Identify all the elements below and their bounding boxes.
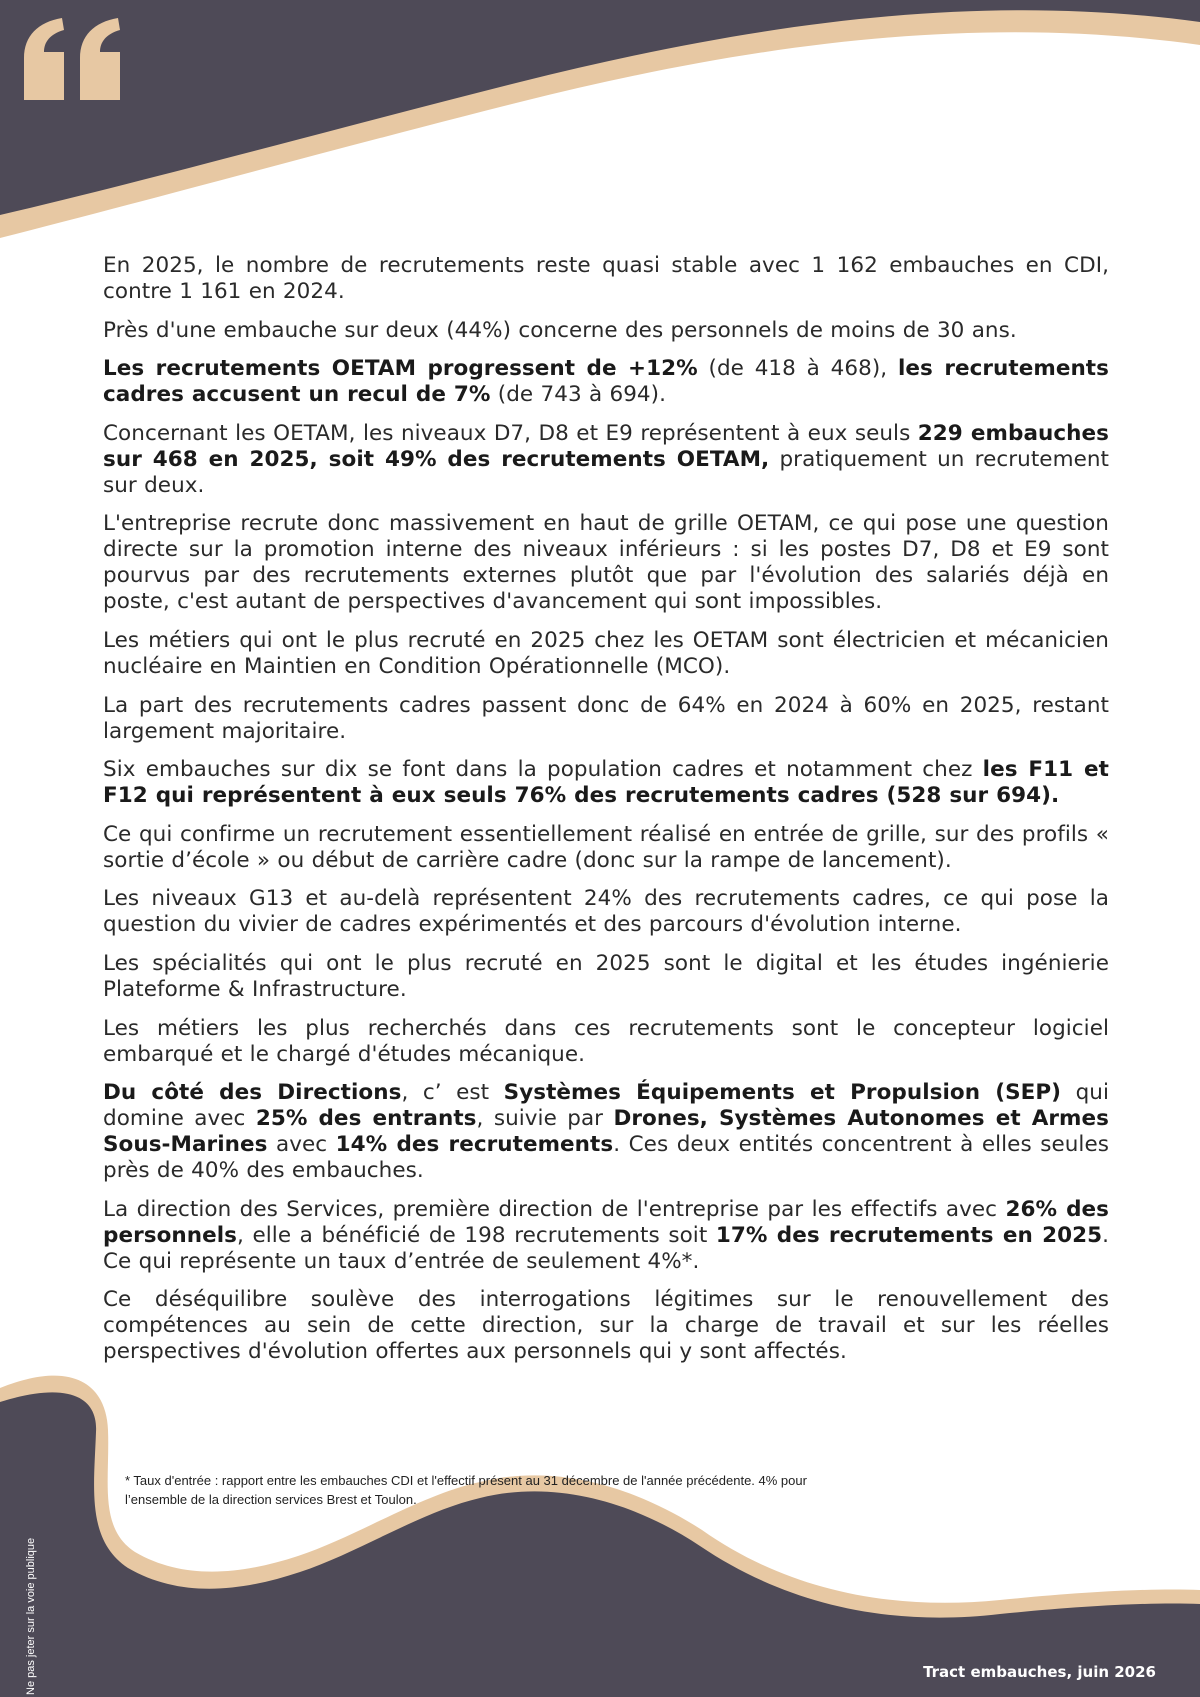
bold-text: 17% des recrutements en 2025 (715, 1222, 1103, 1248)
article-body (103, 253, 1109, 1378)
text: , elle a bénéficié de 198 recrutements soit (237, 1222, 716, 1248)
text: . Ces deux entités concentrent à elles seules près de 40% des embauches. (103, 1132, 1109, 1184)
text: Les métiers les plus recherchés dans ces recrutements sont le concepteur logiciel embarqué et le chargé d'études mécanique. (103, 1015, 1109, 1067)
text: En 2025, le nombre de recrutements reste quasi stable avec 1 162 embauches en CDI, contre 1 161 en 2024. (103, 253, 1109, 304)
bold-text: 14% des recrutements (335, 1132, 614, 1158)
bottom-dark-wave (0, 1387, 1200, 1697)
bold-text: les F11 et F12 qui représentent à eux seuls 76% des recrutements cadres (528 sur 694). (103, 757, 1109, 809)
text: . Ce qui représente un taux d’entrée de seulement 4%*. (103, 1222, 1109, 1274)
text: avec (267, 1132, 336, 1158)
footer-title: Tract embauches, juin 2026 (923, 1663, 1156, 1681)
bold-text: 25% des entrants (255, 1106, 477, 1132)
paragraph-6 (103, 628, 1109, 680)
paragraph-8 (103, 757, 1109, 809)
bold-text: Systèmes Équipements et Propulsion (SEP) (503, 1080, 1062, 1106)
bold-text: les recrutements cadres accusent un recul de 7% (103, 356, 1109, 408)
text: Six embauches sur dix se font dans la population cadres et notamment chez (103, 757, 983, 783)
text: Ce qui confirme un recrutement essentiellement réalisé en entrée de grille, sur des profils « sortie d’école » ou début de carrière cadre (donc sur la rampe de lancement). (103, 821, 1109, 873)
text: Les métiers qui ont le plus recruté en 2025 chez les OETAM sont électricien et mécanicien nucléaire en Maintien en Condition Opérationnelle (MCO). (103, 627, 1109, 679)
paragraph-14 (103, 1197, 1109, 1275)
paragraph-11 (103, 951, 1109, 1003)
text: (de 418 à 468), (697, 356, 898, 382)
text: (de 743 à 694). (490, 382, 666, 408)
paragraph-7 (103, 693, 1109, 745)
bold-text: Drones, Systèmes Autonomes et Armes Sous-Marines (103, 1106, 1109, 1158)
paragraph-13 (103, 1080, 1109, 1184)
bold-text: Les recrutements OETAM progressent de +12% (103, 356, 698, 382)
text: Les niveaux G13 et au-delà représentent 24% des recrutements cadres, ce qui pose la question du vivier de cadres expérimentés et des parcours d'évolution interne. (103, 886, 1109, 938)
paragraph-1 (103, 253, 1109, 305)
footnote (125, 1471, 925, 1509)
text: La direction des Services, première direction de l'entreprise par les effectifs avec (103, 1196, 1006, 1222)
bold-text: 26% des personnels (103, 1196, 1109, 1248)
paragraph-2 (103, 318, 1109, 344)
paragraph-12 (103, 1016, 1109, 1068)
text: pratiquement un recrutement sur deux. (103, 446, 1109, 498)
top-dark-wave (0, 0, 1200, 228)
text: La part des recrutements cadres passent donc de 64% en 2024 à 60% en 2025, restant largement majoritaire. (103, 692, 1109, 744)
paragraph-15 (103, 1287, 1109, 1365)
bold-text: Du côté des Directions (103, 1080, 402, 1106)
text: L'entreprise recrute donc massivement en haut de grille OETAM, ce qui pose une question directe sur la promotion interne des niveaux inférieurs : si les postes D7, D8 et E9 sont pourvus par des recrutements externes plutôt que par l'évolution des salariés déjà en poste, c'est autant de perspectives d'avancement qui sont impossibles. (103, 511, 1109, 615)
bold-text: 229 embauches sur 468 en 2025, soit 49% des recrutements OETAM, (103, 420, 1109, 472)
paragraph-3 (103, 356, 1109, 408)
text: Près d'une embauche sur deux (44%) concerne des personnels de moins de 30 ans. (103, 317, 1017, 343)
paragraph-10 (103, 886, 1109, 938)
paragraph-9 (103, 822, 1109, 874)
paragraph-4 (103, 421, 1109, 499)
footnote-line-2: l’ensemble de la direction services Brest et Toulon. (125, 1492, 417, 1507)
side-note: Ne pas jeter sur la voie publique (25, 1537, 37, 1695)
text: Concernant les OETAM, les niveaux D7, D8 et E9 représentent à eux seuls (103, 420, 918, 446)
paragraph-5 (103, 511, 1109, 615)
text: Ce déséquilibre soulève des interrogations légitimes sur le renouvellement des compétences au sein de cette direction, sur la charge de travail et sur les réelles perspectives d'évolution offertes aux personnels qui y sont affectés. (103, 1287, 1109, 1365)
footnote-line-1: * Taux d'entrée : rapport entre les embauches CDI et l'effectif présent au 31 décembre de l'année précédente. 4% pour (125, 1473, 807, 1488)
text: Les spécialités qui ont le plus recruté en 2025 sont le digital et les études ingénierie Plateforme & Infrastructure. (103, 950, 1109, 1002)
quote-mark-icon (20, 18, 124, 102)
text: , c’ est (401, 1080, 504, 1106)
text: qui domine avec (103, 1080, 1109, 1132)
text: , suivie par (476, 1106, 614, 1132)
